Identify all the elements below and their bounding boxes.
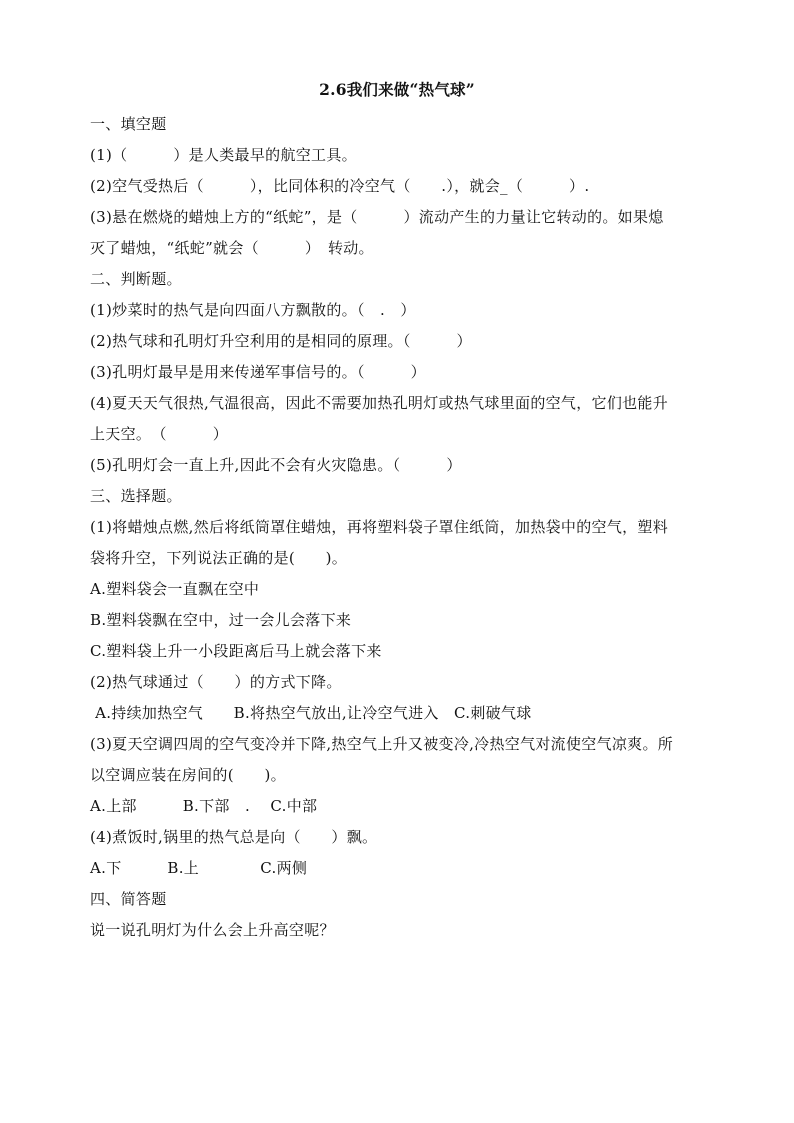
text-line: (4)煮饭时,锅里的热气总是向（ ）飘。 — [90, 828, 378, 846]
text-line: 袋将升空，下列说法正确的是( )。 — [90, 549, 348, 567]
text-line: 说一说孔明灯为什么会上升高空呢？ — [90, 921, 335, 939]
text-line: 灭了蜡烛，“纸蛇”就会（ ） 转动。 — [90, 239, 374, 257]
text-line: (1)炒菜时的热气是向四面八方飘散的。（ . ） — [90, 301, 416, 319]
text-line: (5)孔明灯会一直上升,因此不会有火灾隐患。（ ） — [90, 456, 462, 474]
text-line: (4)夏天天气很热,气温很高，因此不需要加热孔明灯或热气球里面的空气，它们也能升 — [90, 394, 669, 412]
text-line: A.下 B.上 C.两侧 — [90, 859, 308, 877]
text-line: 二、判断题。 — [90, 270, 182, 288]
text-line: 上天空。 （ ） — [90, 425, 229, 443]
text-line: (3)悬在燃烧的蜡烛上方的“纸蛇”，是（ ）流动产生的力量让它转动的。如果熄 — [90, 208, 664, 226]
text-line: 一、填空题 — [90, 115, 167, 133]
text-line: 四、简答题 — [90, 890, 167, 908]
text-line: 三、选择题。 — [90, 487, 182, 505]
text-line: A.持续加热空气 B.将热空气放出,让冷空气进入 C.刺破气球 — [90, 704, 532, 722]
text-line: A.塑料袋会一直飘在空中 — [90, 580, 260, 598]
page-title: 2.6我们来做“热气球” — [319, 80, 475, 99]
text-line: C.塑料袋上升一小段距离后马上就会落下来 — [90, 642, 382, 660]
text-line: (3)孔明灯最早是用来传递军事信号的。（ ） — [90, 363, 426, 381]
text-line: A.上部 B.下部 . C.中部 — [90, 797, 318, 815]
text-line: B.塑料袋飘在空中，过一会儿会落下来 — [90, 611, 352, 629]
text-line: (1)（ ）是人类最早的航空工具。 — [90, 146, 357, 164]
text-line: (2)热气球通过（ ）的方式下降。 — [90, 673, 342, 691]
text-line: 以空调应装在房间的( )。 — [90, 766, 286, 784]
text-line: (2)热气球和孔明灯升空利用的是相同的原理。（ ） — [90, 332, 472, 350]
text-line: (3)夏天空调四周的空气变冷并下降,热空气上升又被变冷,冷热空气对流使空气凉爽。所 — [90, 735, 674, 753]
text-line: (1)将蜡烛点燃,然后将纸筒罩住蜡烛，再将塑料袋子罩住纸筒，加热袋中的空气，塑料 — [90, 518, 669, 536]
text-line: (2)空气受热后（ ），比同体积的冷空气（ .），就会_（ ）. — [90, 177, 590, 195]
